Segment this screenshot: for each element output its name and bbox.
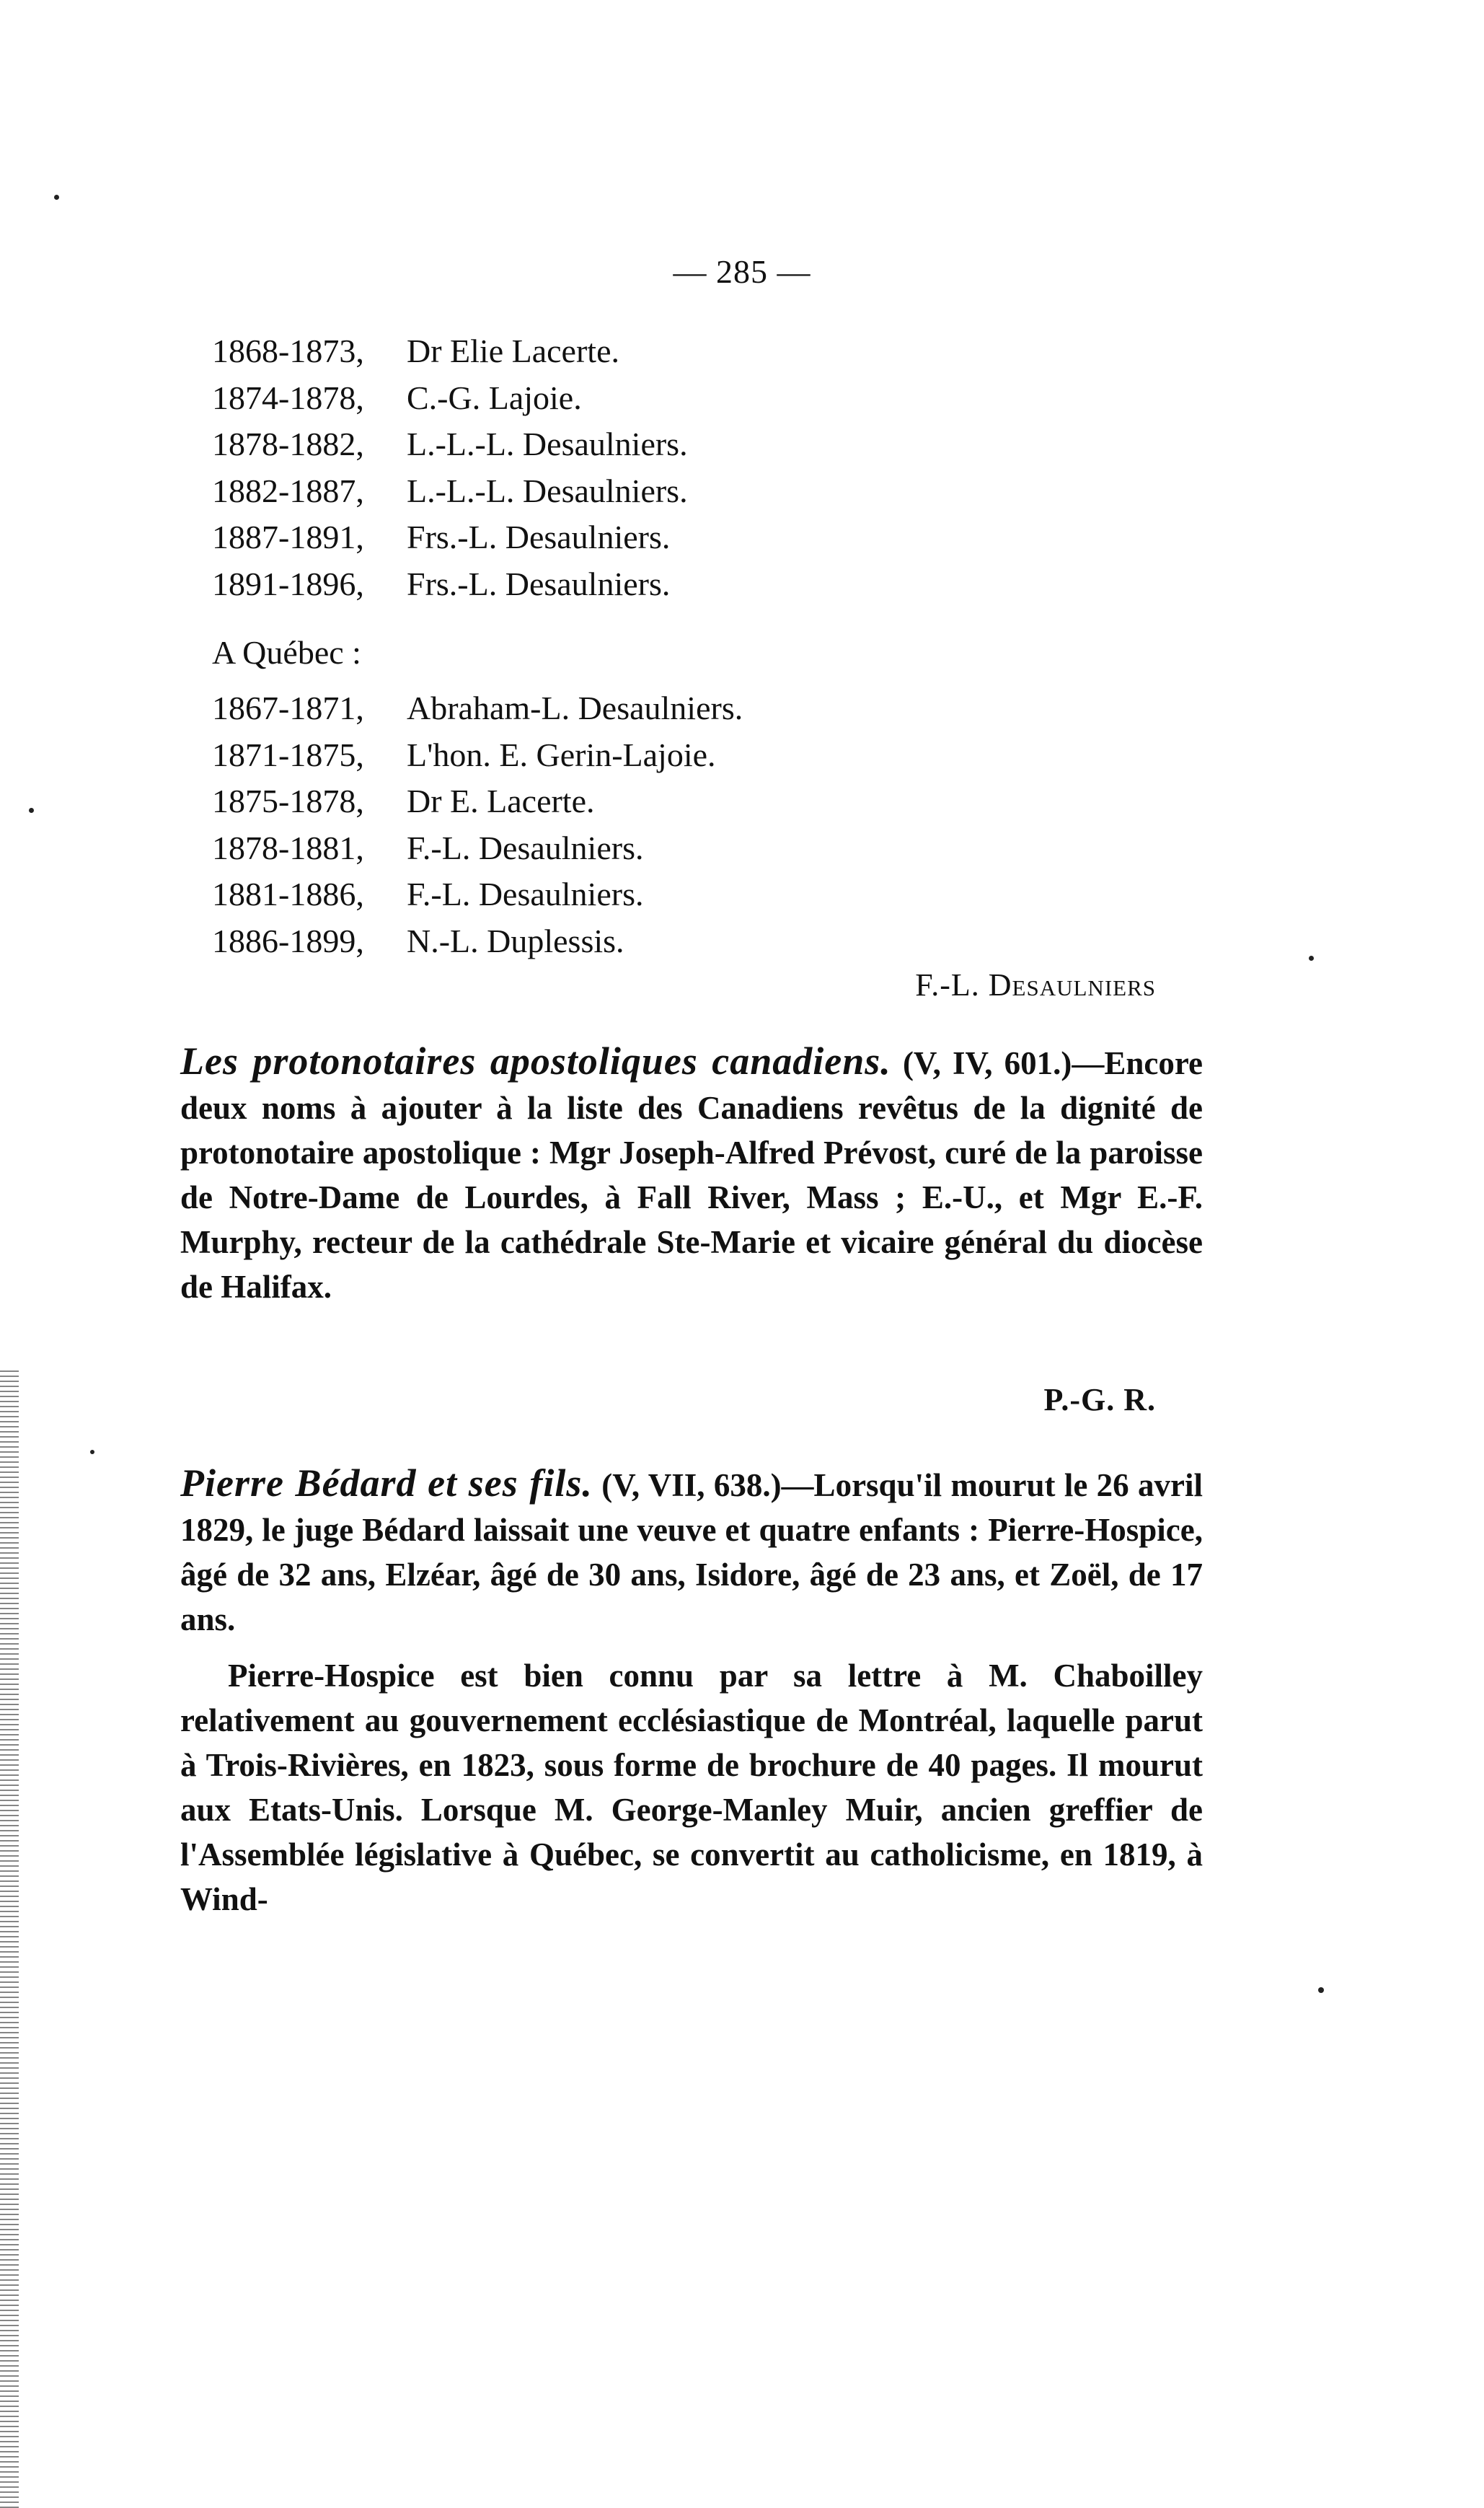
- years: 1887-1891,: [212, 519, 364, 555]
- name: Frs.-L. Desaulniers.: [407, 519, 671, 555]
- years: 1874-1878,: [212, 379, 364, 416]
- list-item: [212, 328, 688, 375]
- list-item: [212, 375, 688, 422]
- list-item: [212, 871, 743, 918]
- name: Abraham-L. Desaulniers.: [407, 690, 743, 726]
- signature-desaulniers: F.-L. Desaulniers: [915, 967, 1156, 1003]
- years: 1871-1875,: [212, 736, 364, 773]
- years: 1875-1878,: [212, 783, 364, 819]
- name: L'hon. E. Gerin-Lajoie.: [407, 736, 716, 773]
- section-bedard-paragraph-2: Pierre-Hospice est bien connu par sa lettre à M. Chaboilley relativement au gouvernement ecclésiastique de Montréal, laquelle parut à Trois-Rivières, en 1823, sous forme de brochure de 40 pages. Il mourut aux Etats-Unis. Lorsque M. George-Manley Muir, ancien greffier de l'Assemblée législative à Québec, se convertit au catholicisme, en 1819, à Wind-: [180, 1658, 1203, 1917]
- name: Dr Elie Lacerte.: [407, 333, 619, 369]
- name: L.-L.-L. Desaulniers.: [407, 472, 688, 509]
- years: 1867-1871,: [212, 690, 364, 726]
- page-number: — 285 —: [673, 253, 811, 290]
- scan-speck: [29, 808, 34, 813]
- years: 1878-1881,: [212, 829, 364, 866]
- list-trois-rivieres: [212, 328, 688, 607]
- list-item: [212, 561, 688, 608]
- name: C.-G. Lajoie.: [407, 379, 582, 416]
- list-item: [212, 685, 743, 732]
- scan-speck: [1318, 1987, 1324, 1993]
- section-body: (V, IV, 601.)—Encore deux noms à ajouter à la liste des Canadiens revêtus de la dignité de protonotaire apostolique : Mgr Joseph-Alfred Prévost, curé de la paroisse de Notre-Dame de Lourdes, à Fall River, Mass ; E.-U., et Mgr E.-F. Murphy, recteur de la cathédrale Ste-Marie et vicaire général du diocèse de Halifax.: [180, 1045, 1203, 1305]
- list-item: [212, 468, 688, 515]
- section-title: Pierre Bédard et ses fils.: [180, 1461, 593, 1505]
- years: 1882-1887,: [212, 472, 364, 509]
- years: 1878-1882,: [212, 426, 364, 462]
- years: 1881-1886,: [212, 876, 364, 912]
- list-item: [212, 421, 688, 468]
- name: F.-L. Desaulniers.: [407, 829, 644, 866]
- quebec-heading: A Québec :: [212, 634, 361, 671]
- section-bedard: [180, 1461, 1203, 1642]
- years: 1886-1899,: [212, 922, 364, 959]
- years: 1868-1873,: [212, 333, 364, 369]
- scan-speck: [1309, 956, 1314, 961]
- scan-speck: [54, 195, 59, 200]
- list-item: [212, 732, 743, 779]
- list-item: [212, 825, 743, 872]
- list-item: [212, 514, 688, 561]
- name: F.-L. Desaulniers.: [407, 876, 644, 912]
- section-title: Les protonotaires apostoliques canadiens.: [180, 1039, 891, 1083]
- name: L.-L.-L. Desaulniers.: [407, 426, 688, 462]
- name: N.-L. Duplessis.: [407, 922, 624, 959]
- name: Dr E. Lacerte.: [407, 783, 595, 819]
- section-protonotaires: [180, 1039, 1203, 1309]
- signature-pgr: P.-G. R.: [1043, 1382, 1156, 1417]
- page-edge-scan-artifact: [0, 1370, 19, 2508]
- name: Frs.-L. Desaulniers.: [407, 565, 671, 602]
- years: 1891-1896,: [212, 565, 364, 602]
- scan-speck: [90, 1450, 94, 1454]
- section-body: (V, VII, 638.)—Lorsqu'il mourut le 26 avril 1829, le juge Bédard laissait une veuve et quatre enfants : Pierre-Hospice, âgé de 32 ans, Elzéar, âgé de 30 ans, Isidore, âgé de 23 ans, et Zoël, de 17 ans.: [180, 1467, 1203, 1637]
- list-item: [212, 918, 743, 965]
- list-quebec: [212, 685, 743, 964]
- list-item: [212, 778, 743, 825]
